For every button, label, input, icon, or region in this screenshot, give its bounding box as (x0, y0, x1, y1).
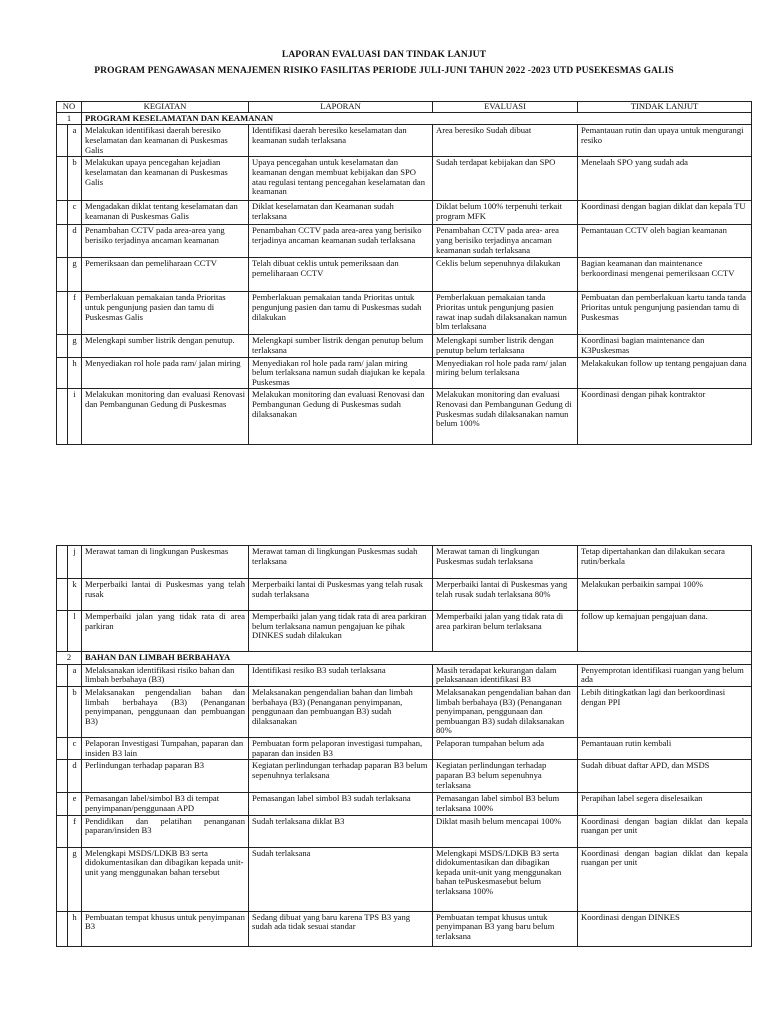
cell-laporan: Upaya pencegahan untuk keselamatan dan keamanan dengan membuat kebijakan dan SPO atau regulasi tentang pencegahan keselamatan dan keamanan (249, 157, 433, 201)
row-id: h (68, 911, 82, 946)
cell-evaluasi: Masih teradapat kekurangan dalam pelaksanaan identifikasi B3 (433, 664, 578, 686)
cell-evaluasi: Merawat taman di lingkungan Puskesmas sudah terlaksana (433, 546, 578, 579)
table-row (57, 793, 752, 815)
section-number: 1 (57, 112, 82, 125)
cell-laporan: Memperbaiki jalan yang tidak rata di area parkiran belum terlaksana namun pengajuan ke pihak DINKES sudah dilakukan (249, 611, 433, 652)
cell-laporan: Pemasangan label simbol B3 sudah terlaksana (249, 793, 433, 815)
cell-tindak-lanjut: Koordinasi bagian maintenance dan K3Puskesmas (578, 335, 752, 357)
table-row (57, 335, 752, 357)
cell-evaluasi: Diklat belum 100% terpenuhi terkait program MFK (433, 201, 578, 225)
report-subtitle: PROGRAM PENGAWASAN MENAJEMEN RISIKO FASILITAS PERIODE JULI-JUNI TAHUN 2022 -2023 UTD PUSEKESMAS GALIS (94, 66, 674, 76)
table-row (57, 225, 752, 258)
evaluation-table-page2 (56, 545, 752, 947)
cell-kegiatan: Pemeriksaan dan pemeliharaan CCTV (82, 258, 249, 292)
row-id: d (68, 760, 82, 793)
table-row (57, 579, 752, 611)
cell-laporan: Telah dibuat ceklis untuk pemeriksaan dan pemeliharaan CCTV (249, 258, 433, 292)
cell-kegiatan: Merawat taman di lingkungan Puskesmas (82, 546, 249, 579)
cell-tindak-lanjut: Pemantauan rutin kembali (578, 738, 752, 760)
cell-tindak-lanjut: Pemantauan rutin dan upaya untuk mengurangi resiko (578, 125, 752, 157)
cell-tindak-lanjut: Menelaah SPO yang sudah ada (578, 157, 752, 201)
cell-evaluasi: Ceklis belum sepenuhnya dilakukan (433, 258, 578, 292)
table-row (57, 911, 752, 946)
cell-laporan: Pembuatan form pelaporan investigasi tumpahan, paparan dan insiden B3 (249, 738, 433, 760)
cell-tindak-lanjut: Pemantauan CCTV oleh bagian keamanan (578, 225, 752, 258)
cell-kegiatan: Perlindungan terhadap paparan B3 (82, 760, 249, 793)
cell-evaluasi: Pemasangan label simbol B3 belum terlaksana 100% (433, 793, 578, 815)
cell-kegiatan: Pemberlakuan pemakaian tanda Prioritas untuk pengunjung pasien dan tamu di Puskesmas Galis (82, 292, 249, 335)
table-row (57, 686, 752, 737)
cell-evaluasi: Menyediakan rol hole pada ram/ jalan miring belum terlaksana (433, 357, 578, 389)
section-row (57, 112, 752, 125)
cell-tindak-lanjut: Koordinasi dengan bagian diklat dan kepala ruangan per unit (578, 815, 752, 847)
cell-evaluasi: Melaksanakan pengendalian bahan dan limbah berbahaya (B3) (Penanganan penyimpanan, penggunaan dan pembuangan B3) sudah dilaksanakan 80% (433, 686, 578, 737)
cell-evaluasi: Penambahan CCTV pada area- area yang berisiko terjadinya ancaman keamanan sudah terlaksana (433, 225, 578, 258)
table-row (57, 738, 752, 760)
cell-evaluasi: Melakukan monitoring dan evaluasi Renovasi dan Pembangunan Gedung di Puskesmas sudah dilaksanakan namun belum 100% (433, 389, 578, 445)
cell-evaluasi: Pembuatan tempat khusus untuk penyimpanan B3 yang baru belum terlaksana (433, 911, 578, 946)
cell-laporan: Merawat taman di lingkungan Puskesmas sudah terlaksana (249, 546, 433, 579)
cell-evaluasi: Melengkapi MSDS/LDKB B3 serta didokumentasikan dan dibagikan kepada unit-unit yang menggunakan bahan tePuskesmasebut belum terlaksana 100% (433, 847, 578, 911)
header-laporan: LAPORAN (249, 102, 433, 113)
row-id: g (68, 258, 82, 292)
cell-laporan: Sedang dibuat yang baru karena TPS B3 yang sudah ada tidak sesuai standar (249, 911, 433, 946)
row-id: j (68, 546, 82, 579)
cell-tindak-lanjut: Tetap dipertahankan dan dilakukan secara rutin/berkala (578, 546, 752, 579)
evaluation-table-page1 (56, 101, 752, 445)
cell-kegiatan: Pelaporan Investigasi Tumpahan, paparan dan insiden B3 lain (82, 738, 249, 760)
table-row (57, 125, 752, 157)
cell-kegiatan: Pembuatan tempat khusus untuk penyimpanan B3 (82, 911, 249, 946)
cell-tindak-lanjut: Lebih ditingkatkan lagi dan berkoordinasi dengan PPI (578, 686, 752, 737)
cell-laporan: Kegiatan perlindungan terhadap paparan B3 belum sepenuhnya terlaksana (249, 760, 433, 793)
row-id: b (68, 157, 82, 201)
report-title: LAPORAN EVALUASI DAN TINDAK LANJUT (281, 50, 487, 60)
cell-tindak-lanjut: Penyemprotan identifikasi ruangan yang belum ada (578, 664, 752, 686)
row-id: g (68, 335, 82, 357)
cell-evaluasi: Memperbaiki jalan yang tidak rata di area parkiran belum terlaksana (433, 611, 578, 652)
cell-kegiatan: Melengkapi sumber listrik dengan penutup. (82, 335, 249, 357)
cell-evaluasi: Kegiatan perlindungan terhadap paparan B3 belum sepenuhnya terlaksana (433, 760, 578, 793)
row-id: c (68, 201, 82, 225)
header-evaluasi: EVALUASI (433, 102, 578, 113)
table-header-row (57, 102, 752, 113)
row-id: b (68, 686, 82, 737)
section-title: BAHAN DAN LIMBAH BERBAHAYA (82, 652, 752, 665)
header-no: NO (57, 102, 82, 113)
cell-tindak-lanjut: Bagian keamanan dan maintenance berkoordinasi mengenai pemeriksaan CCTV (578, 258, 752, 292)
cell-tindak-lanjut: Koordinasi dengan bagian diklat dan kepala ruangan per unit (578, 847, 752, 911)
section-number: 2 (57, 652, 82, 665)
table-row (57, 389, 752, 445)
row-id: a (68, 125, 82, 157)
row-id: a (68, 664, 82, 686)
cell-kegiatan: Penambahan CCTV pada area-area yang berisiko terjadinya ancaman keamanan (82, 225, 249, 258)
cell-laporan: Sudah terlaksana (249, 847, 433, 911)
cell-kegiatan: Melakukan monitoring dan evaluasi Renovasi dan Pembangunan Gedung di Puskesmas (82, 389, 249, 445)
cell-laporan: Penambahan CCTV pada area-area yang berisiko terjadinya ancaman keamanan sudah terlaksana (249, 225, 433, 258)
table-row (57, 201, 752, 225)
cell-evaluasi: Area beresiko Sudah dibuat (433, 125, 578, 157)
cell-laporan: Menyediakan rol hole pada ram/ jalan miring belum terlaksana namun sudah diajukan ke kepala Puskesmas (249, 357, 433, 389)
cell-evaluasi: Diklat masih belum mencapai 100% (433, 815, 578, 847)
cell-kegiatan: Pendidikan dan pelatihan penanganan paparan/insiden B3 (82, 815, 249, 847)
table-row (57, 157, 752, 201)
cell-tindak-lanjut: Sudah dibuat daftar APD, dan MSDS (578, 760, 752, 793)
cell-laporan: Pemberlakuan pemakaian tanda Prioritas untuk pengunjung pasien dan tamu di Puskesmas sudah dilakukan (249, 292, 433, 335)
row-id: e (68, 793, 82, 815)
row-id: d (68, 225, 82, 258)
row-id: i (68, 389, 82, 445)
cell-tindak-lanjut: Pembuatan dan pemberlakuan kartu tanda tanda Prioritas untuk pengunjung pasiendan tamu di Puskesmas (578, 292, 752, 335)
cell-kegiatan: Merperbaiki lantai di Puskesmas yang telah rusak (82, 579, 249, 611)
row-id: c (68, 738, 82, 760)
cell-evaluasi: Merperbaiki lantai di Puskesmas yang telah rusak sudah terlaksana 80% (433, 579, 578, 611)
cell-kegiatan: Mengadakan diklat tentang keselamatan dan keamanan di Puskesmas Galis (82, 201, 249, 225)
table-row (57, 292, 752, 335)
table-row (57, 611, 752, 652)
cell-kegiatan: Pemasangan label/simbol B3 di tempat penyimpanan/penggunaan APD (82, 793, 249, 815)
cell-laporan: Sudah terlaksana diklat B3 (249, 815, 433, 847)
cell-evaluasi: Sudah terdapat kebijakan dan SPO (433, 157, 578, 201)
section-title: PROGRAM KESELAMATAN DAN KEAMANAN (82, 112, 752, 125)
cell-kegiatan: Melakukan identifikasi daerah beresiko keselamatan dan keamanan di Puskesmas Galis (82, 125, 249, 157)
table-row (57, 546, 752, 579)
cell-kegiatan: Melaksanakan identifikasi risiko bahan dan limbah berbahaya (B3) (82, 664, 249, 686)
row-id: g (68, 847, 82, 911)
cell-tindak-lanjut: follow up kemajuan pengajuan dana. (578, 611, 752, 652)
cell-tindak-lanjut: Koordinasi dengan pihak kontraktor (578, 389, 752, 445)
table-row (57, 357, 752, 389)
table-row (57, 664, 752, 686)
cell-laporan: Melakukan monitoring dan evaluasi Renovasi dan Pembangunan Gedung di Puskesmas sudah dilaksanakan (249, 389, 433, 445)
row-id: f (68, 292, 82, 335)
cell-kegiatan: Melakukan upaya pencegahan kejadian keselamatan dan keamanan di Puskesmas Galis (82, 157, 249, 201)
cell-tindak-lanjut: Koordinasi dengan DINKES (578, 911, 752, 946)
row-id: k (68, 579, 82, 611)
cell-kegiatan: Melaksanakan pengendalian bahan dan limbah berbahaya (B3) (Penanganan penyimpanan, penggunaan dan pembuangan B3) (82, 686, 249, 737)
row-id: f (68, 815, 82, 847)
cell-laporan: Identifikasi resiko B3 sudah terlaksana (249, 664, 433, 686)
table-row (57, 847, 752, 911)
cell-evaluasi: Pelaporan tumpahan belum ada (433, 738, 578, 760)
cell-kegiatan: Menyediakan rol hole pada ram/ jalan miring (82, 357, 249, 389)
row-id: h (68, 357, 82, 389)
cell-tindak-lanjut: Koordinasi dengan bagian diklat dan kepala TU (578, 201, 752, 225)
section-row (57, 652, 752, 665)
table-row (57, 815, 752, 847)
cell-laporan: Melengkapi sumber listrik dengan penutup belum terlaksana (249, 335, 433, 357)
cell-laporan: Identifikasi daerah beresiko keselamatan dan keamanan sudah terlaksana (249, 125, 433, 157)
cell-tindak-lanjut: Melakukan perbaikin sampai 100% (578, 579, 752, 611)
cell-laporan: Melaksanakan pengendalian bahan dan limbah berbahaya (B3) (Penanganan penyimpanan, penggunaan dan pembuangan B3) sudah dilaksanakan (249, 686, 433, 737)
table-row (57, 258, 752, 292)
cell-evaluasi: Pemberlakuan pemakaian tanda Prioritas untuk pengunjung pasien rawat inap sudah dilaksanakan namun blm terlaksana (433, 292, 578, 335)
cell-kegiatan: Melengkapi MSDS/LDKB B3 serta didokumentasikan dan dibagikan kepada unit- unit yang menggunakan bahan tersebut (82, 847, 249, 911)
row-id: l (68, 611, 82, 652)
cell-tindak-lanjut: Perapihan label segera diselesaikan (578, 793, 752, 815)
cell-evaluasi: Melengkapi sumber listrik dengan penutup belum terlaksana (433, 335, 578, 357)
cell-laporan: Diklat keselamatan dan Keamanan sudah terlaksana (249, 201, 433, 225)
cell-laporan: Merperbaiki lantai di Puskesmas yang telah rusak sudah terlaksana (249, 579, 433, 611)
cell-tindak-lanjut: Melakakukan follow up tentang pengajuan dana (578, 357, 752, 389)
header-tindak-lanjut: TINDAK LANJUT (578, 102, 752, 113)
header-kegiatan: KEGIATAN (82, 102, 249, 113)
table-row (57, 760, 752, 793)
cell-kegiatan: Memperbaiki jalan yang tidak rata di area parkiran (82, 611, 249, 652)
